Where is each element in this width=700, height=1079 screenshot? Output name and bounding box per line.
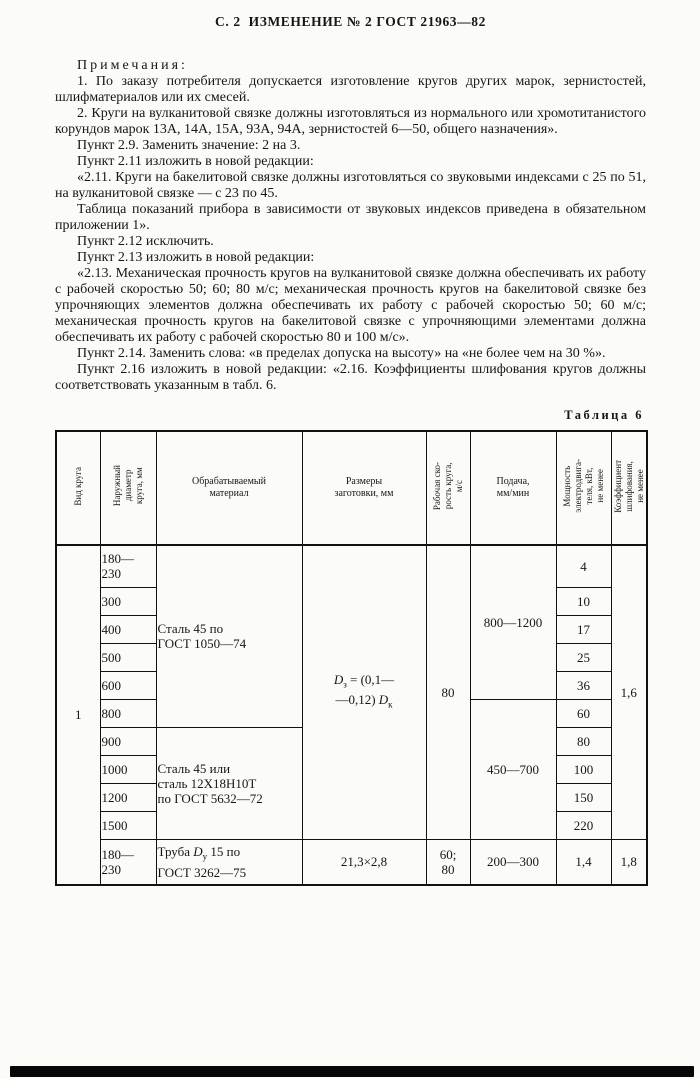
- col-header-material: Обрабатываемый материал: [156, 431, 302, 545]
- cell-diameter: 800: [100, 699, 156, 727]
- scan-edge-artifact: [10, 1066, 694, 1077]
- paragraph-item-2-14: Пункт 2.14. Заменить слова: «в пределах допуска на высоту» на «не более чем на 30 %».: [77, 346, 606, 361]
- col-header-grinding-coefficient: Коэффициент шлифования, не менее: [611, 431, 647, 545]
- col-header-blank-size: Размеры заготовки, мм: [302, 431, 426, 545]
- cell-diameter: 600: [100, 671, 156, 699]
- cell-diameter: 1500: [100, 811, 156, 839]
- body-text: [55, 58, 646, 394]
- cell-power: 17: [556, 615, 611, 643]
- cell-blank-size-formula: $D_з$ = (0,1— —0,12) $D_к$: [302, 545, 426, 839]
- paragraph-note-1: 1. По заказу потребителя допускается изготовление кругов других марок, зернистостей, шлифматериалов или их смесей.: [55, 74, 646, 105]
- cell-feed: 800—1200: [470, 545, 556, 699]
- cell-blank-size: 21,3×2,8: [302, 839, 426, 885]
- cell-power: 60: [556, 699, 611, 727]
- cell-diameter: 300: [100, 587, 156, 615]
- paragraph-item-2-16: Пункт 2.16 изложить в новой редакции: «2.16. Коэффициенты шлифования кругов должны соответствовать указанным в табл. 6.: [55, 362, 646, 393]
- paragraph-item-2-11-note: Таблица показаний прибора в зависимости от звуковых индексов приведена в обязательном приложении 1».: [55, 202, 646, 233]
- cell-diameter: 900: [100, 727, 156, 755]
- cell-power: 100: [556, 755, 611, 783]
- cell-wheel-type: 1: [56, 545, 100, 885]
- cell-speed: 80: [426, 545, 470, 839]
- cell-material-steel-45: Сталь 45 по ГОСТ 1050—74: [156, 545, 302, 727]
- paragraph-item-2-9: Пункт 2.9. Заменить значение: 2 на 3.: [77, 138, 301, 153]
- cell-diameter: 1000: [100, 755, 156, 783]
- cell-diameter: 400: [100, 615, 156, 643]
- cell-power: 4: [556, 545, 611, 587]
- paragraph-item-2-13: «2.13. Механическая прочность кругов на вулканитовой связке должна обеспечивать их работу с рабочей скоростью 50; 60; 80 м/с; механическая прочность кругов на бакелитовой связке без упрочняющих элементов должна обеспечивать их работу с рабочей скоростью 50; 60 м/с; механическая прочность кругов на бакелитовой связке с упрочняющими элементами должна обеспечивать их работу с рабочей скоростью 80 и 100 м/с».: [55, 266, 646, 345]
- cell-diameter: 500: [100, 643, 156, 671]
- col-header-feed: Подача, мм/мин: [470, 431, 556, 545]
- cell-power: 150: [556, 783, 611, 811]
- cell-diameter: 180— 230: [100, 839, 156, 885]
- document-page: [55, 14, 646, 886]
- cell-material-pipe: Труба $D_у$ 15 по ГОСТ 3262—75: [156, 839, 302, 885]
- paragraph-notes-heading: Примечания:: [77, 58, 188, 73]
- col-header-working-speed: Рабочая ско- рость круга, м/с: [426, 431, 470, 545]
- paragraph-item-2-12: Пункт 2.12 исключить.: [77, 234, 214, 249]
- cell-speed: 60; 80: [426, 839, 470, 885]
- col-header-outer-diameter: Наружный диаметр круга, мм: [100, 431, 156, 545]
- cell-diameter: 1200: [100, 783, 156, 811]
- paragraph-item-2-11-intro: Пункт 2.11 изложить в новой редакции:: [77, 154, 314, 169]
- table-row: [56, 545, 647, 587]
- cell-power: 80: [556, 727, 611, 755]
- col-header-wheel-type: Вид круга: [56, 431, 100, 545]
- cell-power: 10: [556, 587, 611, 615]
- cell-power: 220: [556, 811, 611, 839]
- cell-material-steel-12x18n10t: Сталь 45 или сталь 12Х18Н10Т по ГОСТ 5632—72: [156, 727, 302, 839]
- paragraph-item-2-13-intro: Пункт 2.13 изложить в новой редакции:: [77, 250, 315, 265]
- paragraph-item-2-11: «2.11. Круги на бакелитовой связке должны изготовляться со звуковыми индексами с 25 по 51, на вулканитовой связке — с 23 по 45.: [55, 170, 646, 201]
- table-caption: Таблица 6: [564, 408, 644, 422]
- col-header-motor-power: Мощность электродвига- теля, кВт, не менее: [556, 431, 611, 545]
- cell-power: 1,4: [556, 839, 611, 885]
- page-header: С. 2 ИЗМЕНЕНИЕ № 2 ГОСТ 21963—82: [215, 14, 486, 29]
- cell-diameter: 180— 230: [100, 545, 156, 587]
- cell-feed: 450—700: [470, 699, 556, 839]
- table-header-row: [56, 431, 647, 545]
- cell-coefficient: 1,6: [611, 545, 647, 839]
- paragraph-note-2: 2. Круги на вулканитовой связке должны изготовляться из нормального или хромотитанистого корундов марок 13А, 14А, 15А, 93А, 94А, зернистостей 6—50, общего назначения».: [55, 106, 646, 137]
- cell-power: 36: [556, 671, 611, 699]
- grinding-coefficients-table: [55, 430, 648, 886]
- table-row: [56, 839, 647, 885]
- cell-power: 25: [556, 643, 611, 671]
- cell-feed: 200—300: [470, 839, 556, 885]
- cell-coefficient: 1,8: [611, 839, 647, 885]
